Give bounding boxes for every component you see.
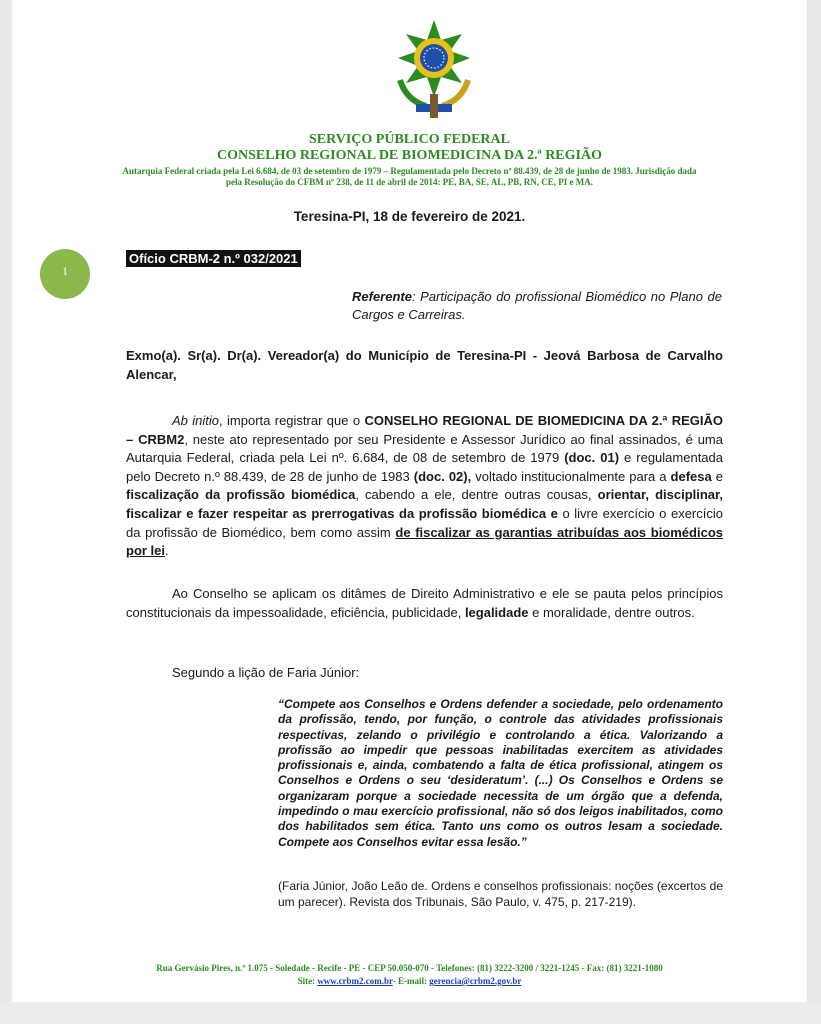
addressee: Exmo(a). Sr(a). Dr(a). Vereador(a) do Município de Teresina-PI - Jeová Barbosa de Carvalho Alencar, [126,348,723,382]
header-council-name: CONSELHO REGIONAL DE BIOMEDICINA DA 2.ª REGIÃO [217,148,602,163]
footer-address: Rua Gervásio Pires, n.º 1.075 - Soledade - Recife - PE - CEP 50.050-070 - Telefones: (81) 3222-3200 / 3221-1245 - Fax: (81) 3221-1080 [156,963,663,973]
viewer-frame-left [0,0,12,1024]
block-quote: “Compete aos Conselhos e Ordens defender a sociedade, pelo ordenamento da profissão, tendo, por função, o controle das atividades profissionais respectivas, zelando o privilégio e controlando a ética. Valorizando a profissão ao impedir que pessoas inabilitadas exercitem as atividades profissionais e, ainda, combatendo a falta de ética profissional, atingem os Conselhos e Ordens o seu ‘desideratum’. (...) Os Conselhos e Ordens se organizaram porque a sociedade necessita de um órgão que a defenda, impedindo o mau exercício profissional, não só dos leigos inabilitados, como dos habilitados sem ética. Tanto uns como os outros lesam a sociedade. Compete aos Conselhos evitar essa lesão.” [278,697,723,849]
letter-date: Teresina-PI, 18 de fevereiro de 2021. [293,209,526,224]
email-link[interactable]: gerencia@crbm2.gov.br [429,976,522,986]
header-service-title: SERVIÇO PÚBLICO FEDERAL [309,132,510,147]
referente-block [352,288,722,324]
viewer-frame-bottom [0,1002,821,1024]
oficio-number: Ofício CRBM-2 n.º 032/2021 [126,250,301,267]
paragraph-intro: Ab initio, importa registrar que o CONSELHO REGIONAL DE BIOMEDICINA DA 2.ª REGIÃO – CRBM2, neste ato representado por seu Presidente e Assessor Jurídico ao final assinados, é uma Autarquia Federal, criada pela Lei nº. 6.684, de 08 de setembro de 1979 (doc. 01) e regulamentada pelo Decreto n.º 88.439, de 28 de junho de 1983 (doc. 02), voltado institucionalmente para a defesa e fiscalização da profissão biomédica, cabendo a ele, dentre outras cousas, orientar, disciplinar, fiscalizar e fazer respeitar as prerrogativas da profissão biomédica e o livre exercício o exercício da profissão de Biomédico, bem como assim de fiscalizar as garantias atribuídas aos biomédicos por lei. [126,413,723,559]
page-number-badge: 1 [40,249,90,299]
brazil-coat-of-arms-icon [386,18,482,122]
paragraph-principles: Ao Conselho se aplicam os ditâmes de Direito Administrativo e ele se pauta pelos princípios constitucionais da impessoalidade, eficiência, publicidade, legalidade e moralidade, dentre outros. [126,586,723,620]
referente-text: : Participação do profissional Biomédico no Plano de Cargos e Carreiras. [352,289,722,322]
document-page [12,0,807,1002]
referente-label: Referente [352,289,412,304]
header-legal-note: Autarquia Federal criada pela Lei 6.684, de 03 de setembro de 1979 – Regulamentada pelo Decreto nº 88.439, de 28 de junho de 1983. Jurisdição dada pela Resolução do CFBM nº 238, de 11 de abril de 2014: PE, BA, SE, AL, PB, RN, CE, PI e MA. [122,166,697,187]
quote-citation: (Faria Júnior, João Leão de. Ordens e conselhos profissionais: noções (excertos de um parecer). Revista dos Tribunais, São Paulo, v. 475, p. 217-219). [278,879,723,909]
viewer-frame-right [807,0,821,1024]
footer-contacts: Site: www.crbm2.com.br- E-mail: gerencia@crbm2.gov.br [297,976,522,986]
paragraph-lesson-intro: Segundo a lição de Faria Júnior: [172,665,360,680]
site-link[interactable]: www.crbm2.com.br [317,976,393,986]
